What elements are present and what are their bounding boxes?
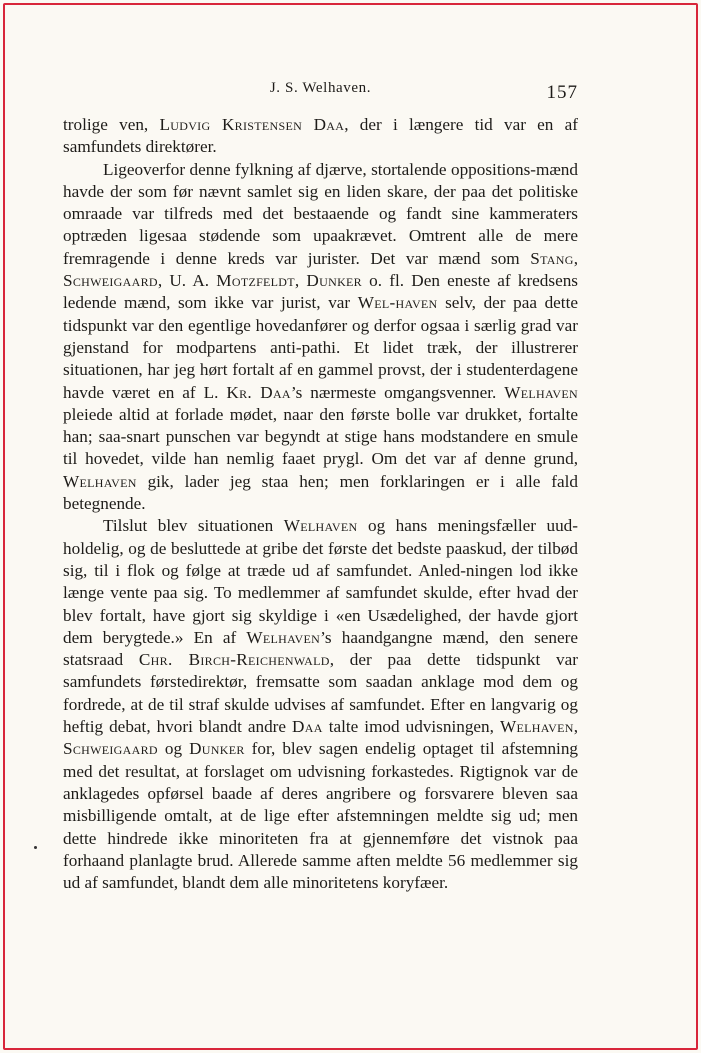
- text-run: ,: [294, 271, 307, 291]
- person-name: Dunker: [189, 739, 245, 759]
- text-run: trolige ven,: [63, 115, 160, 134]
- paragraph: [63, 159, 578, 516]
- person-name: Welhaven: [283, 516, 358, 536]
- paragraph: [63, 114, 578, 159]
- text-run: ,: [573, 248, 578, 268]
- person-name: Welhaven: [499, 717, 574, 737]
- page-header: [63, 76, 578, 114]
- person-name: Chr. Birch-Reichenwald: [138, 650, 330, 670]
- person-name: Stang: [530, 248, 574, 268]
- person-name: Welhaven: [63, 471, 137, 491]
- person-name: Ludvig Kristensen Daa: [159, 115, 345, 134]
- text-run: selv, der paa dette tidspunkt var den egentlige hovedanfører og derfor ogsaa i særlig grad var gjenstand for modpartens anti-pathi. Et lidet træk, der illustrerer situationen, har jeg hørt fortalt af en gammel provst, der i studenterdagene havde været en af L.: [63, 293, 578, 402]
- text-run: Tilslut blev situationen: [103, 516, 284, 536]
- person-name: Kr. Daa: [226, 382, 291, 402]
- margin-mark: [34, 846, 37, 849]
- person-name: Dunker: [306, 271, 362, 291]
- text-run: og hans meningsfæller uud-holdelig, og de besluttede at gribe det første det bedste paaskud, der tilbød sig, til i flok og følge at træde ud af samfundet. Anled-ningen lod ikke længe vente paa sig. To medlemmer af samfundet skulde, efter hvad der blev fortalt, have gjort sig skyldige i «en Usædelighed, der havde gjort dem berygtede.» En af: [63, 516, 578, 647]
- person-name: Welhaven: [246, 627, 321, 647]
- text-run: talte imod udvisningen,: [322, 717, 500, 737]
- text-run: og: [157, 739, 190, 759]
- person-name: Schweigaard: [63, 271, 158, 291]
- person-name: Wel-haven: [357, 293, 438, 313]
- text-run: , der paa dette tidspunkt var samfundets førstedirektør, fremsatte som saadan anklage mod dem og fordrede, at de til straf skulde udvises af samfundet. Efter en langvarig og heftig debat, hvori blandt andre: [63, 650, 578, 737]
- paragraph: [63, 515, 578, 894]
- text-run: gik, lader jeg staa hen; men forklaringen er i alle fald betegnende.: [63, 471, 578, 514]
- body-text: [63, 114, 578, 894]
- text-run: , U. A.: [157, 271, 217, 291]
- running-head: J. S. Welhaven.: [269, 80, 372, 96]
- person-name: Daa: [292, 717, 323, 737]
- text-run: pleiede altid at forlade mødet, naar den første bolle var drukket, fortalte han; saa-snart punschen var begyndt at stige hans modstandere en smule til hovedet, vilde han nemlig faaet prygl. Om det var af denne grund,: [63, 404, 578, 469]
- person-name: Welhaven: [504, 382, 578, 402]
- text-run: o. fl. Den eneste af kredsens ledende mænd, som ikke var jurist, var: [63, 271, 578, 313]
- book-page: [63, 76, 578, 894]
- person-name: Motzfeldt: [216, 271, 295, 291]
- text-run: Ligeoverfor denne fylkning af djærve, stortalende oppositions-mænd havde der som før nævnt samlet sig en liden skare, der paa det politiske omraade var tilfreds med det bestaaende og fandt sine kammeraters optræden ligesaa stødende som upaakrævet. Omtrent alle de mere fremragende i denne kreds var jurister. Det var mænd som: [63, 159, 578, 268]
- text-run: ’s nærmeste omgangsvenner.: [290, 382, 505, 402]
- person-name: Schweigaard: [63, 739, 158, 759]
- text-run: ,: [573, 717, 578, 737]
- text-run: for, blev sagen endelig optaget til afstemning med det resultat, at forslaget om udvisning forkastedes. Rigtignok var de anklagedes opførsel baade af deres angribere og forsvarere bleven saa misbilligende omtalt, at de lige efter afstemningen meldte sig ud; men dette hindrede ikke minoriteten fra at gjennemføre det vistnok paa forhaand planlagte brud. Allerede samme aften meldte 56 medlemmer sig ud af samfundet, blandt dem alle minoritetens koryfæer.: [63, 739, 579, 893]
- text-run: ’s haandgangne mænd, den senere statsraad: [63, 627, 578, 670]
- text-run: , der i længere tid var en af samfundets direktører.: [63, 115, 578, 157]
- page-number: 157: [546, 82, 578, 103]
